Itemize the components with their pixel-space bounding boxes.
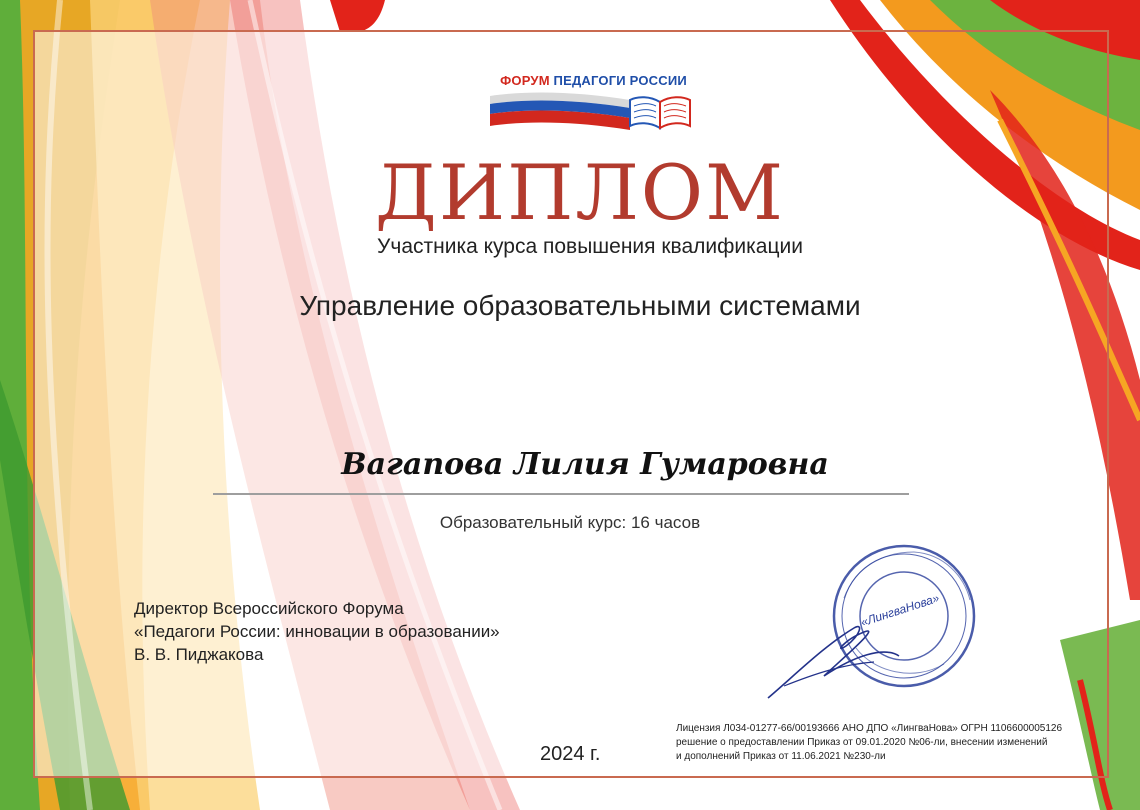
name-underline [213, 493, 909, 495]
director-forum: «Педагоги России: инновации в образовании» [134, 622, 500, 641]
diploma-year: 2024 г. [540, 743, 601, 765]
license-line-1: Лицензия Л034-01277-66/00193666 АНО ДПО «ЛингваНова» ОГРН 1106600005126 [676, 723, 1063, 734]
director-title: Директор Всероссийского Форума [134, 599, 404, 618]
diploma-title: ДИПЛОМ [375, 148, 785, 237]
russian-flag-icon [490, 90, 630, 134]
logo-text [486, 73, 701, 88]
recipient-name: Вагапова Лилия Гумаровна [341, 447, 829, 482]
forum-logo [486, 70, 701, 136]
director-name: В. В. Пиджакова [134, 645, 264, 664]
license-info [676, 722, 1096, 764]
logo-text-teachers: ПЕДАГОГИ РОССИИ [553, 73, 687, 88]
course-name: Управление образовательными системами [299, 290, 861, 321]
director-block [134, 597, 594, 666]
diploma-subtitle: Участника курса повышения квалификации [377, 235, 803, 258]
course-hours: Образовательный курс: 16 часов [439, 513, 701, 532]
logo-text-forum: ФОРУМ [500, 73, 550, 88]
license-line-2: решение о предоставлении Приказ от 09.01.2020 №06-ли, внесении изменений [676, 737, 1048, 748]
license-line-3: и дополнений Приказ от 11.06.2021 №230-ли [676, 751, 886, 762]
open-book-icon [628, 92, 692, 132]
stamp-center-text: «ЛингваНова» [859, 590, 941, 630]
